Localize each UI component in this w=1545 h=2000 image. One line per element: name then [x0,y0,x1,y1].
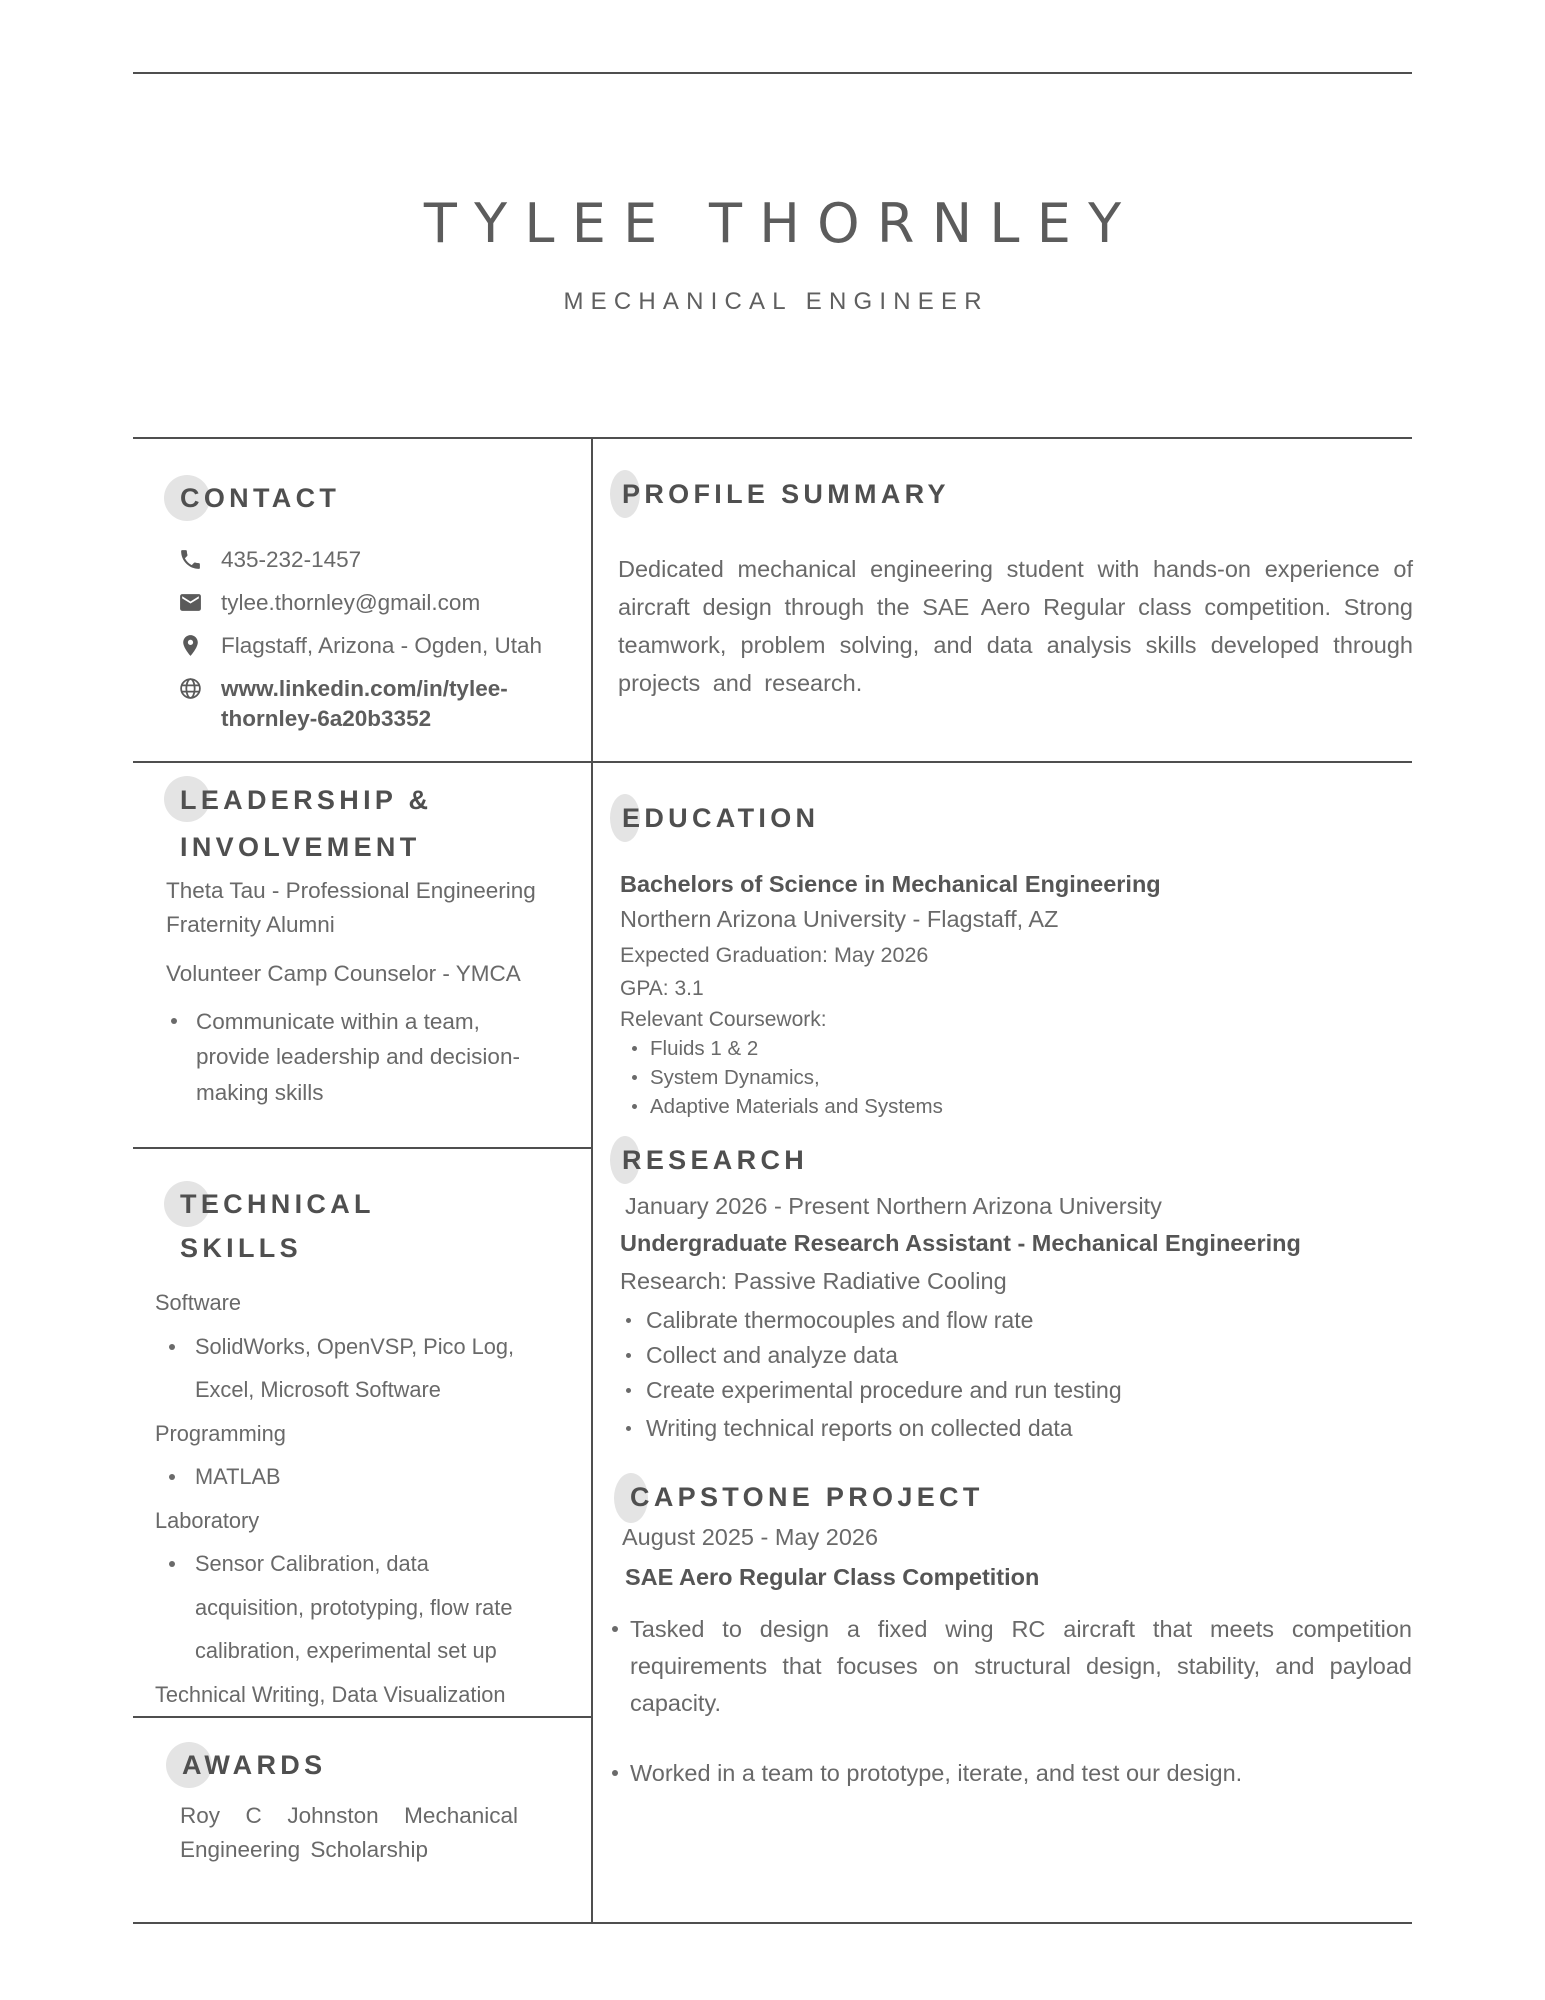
capstone-heading: CAPSTONE PROJECT [630,1475,984,1519]
phone-icon [178,547,203,572]
gpa: GPA: 3.1 [620,977,704,1000]
bullet-dot [171,1018,177,1024]
mid-rule [133,761,1412,763]
skill-category: Programming [155,1420,286,1446]
skills-content [155,1281,557,1716]
contact-item-email [178,588,580,617]
capstone-bullet: Worked in a team to prototype, iterate, and test our design. [612,1755,1413,1792]
research-topic: Research: Passive Radiative Cooling [620,1268,1007,1294]
globe-icon [178,676,203,701]
research-bullet: Calibrate thermocouples and flow rate [620,1303,1414,1338]
leadership-content [166,874,588,1110]
bullet-dot [612,1770,618,1776]
education-content [620,867,1412,1121]
research-role: Undergraduate Research Assistant - Mechanical Engineering [620,1230,1301,1256]
skill-bullet: SolidWorks, OpenVSP, Pico Log, Excel, Microsoft Software [155,1325,557,1412]
technical-skills-heading: TECHNICAL SKILLS [180,1182,375,1270]
course-item: Fluids 1 & 2 [620,1034,1412,1063]
bottom-rule [133,1922,1412,1924]
bullet-dot [626,1426,631,1431]
contact-heading: CONTACT [180,476,340,520]
research-dates: January 2026 - Present Northern Arizona University [625,1193,1162,1219]
contact-list [178,545,580,748]
coursework-label: Relevant Coursework: [620,1008,827,1031]
location-text: Flagstaff, Arizona - Ogden, Utah [221,633,543,658]
bullet-dot [626,1388,631,1393]
skill-category: Software [155,1290,242,1315]
phone-number: 435-232-1457 [221,547,362,572]
capstone-title: SAE Aero Regular Class Competition [625,1564,1040,1590]
person-name: TYLEE THORNLEY [423,192,1139,255]
research-heading: RESEARCH [622,1138,808,1182]
research-bullet: Collect and analyze data [620,1338,1414,1373]
bullet-dot [632,1075,637,1080]
contact-item-phone [178,545,580,574]
bullet-dot [169,1474,175,1480]
leadership-heading: LEADERSHIP & INVOLVEMENT [180,777,432,871]
bullet-dot [169,1344,175,1350]
graduation-date: Expected Graduation: May 2026 [620,943,929,967]
skill-category: Laboratory [155,1507,260,1533]
research-bullet: Create experimental procedure and run testing [620,1373,1414,1408]
research-bullets [620,1303,1414,1446]
skill-bullet: Sensor Calibration, data acquisition, prototyping, flow rate calibration, experimental set up [155,1542,557,1673]
capstone-bullet: Tasked to design a fixed wing RC aircraft that meets competition requirements that focuses on structural design, stability, and payload capacity. [612,1611,1413,1722]
profile-summary-text: Dedicated mechanical engineering student with hands-on experience of aircraft design through the SAE Aero Regular class competition. Strong teamwork, problem solving, and data analysis skills developed through projects and research. [618,556,1413,696]
leadership-item: Volunteer Camp Counselor - YMCA [166,961,521,986]
email-address: tylee.thornley@gmail.com [221,590,481,615]
capstone-content [612,1518,1413,1792]
column-divider [591,437,593,1924]
degree-title: Bachelors of Science in Mechanical Engineering [620,871,1161,897]
email-icon [178,590,203,615]
location-pin-icon [178,633,203,658]
course-item: Adaptive Materials and Systems [620,1092,1412,1121]
left-rule-2 [133,1716,592,1718]
course-item: System Dynamics, [620,1063,1412,1092]
contact-item-location [178,631,580,660]
bullet-dot [626,1353,631,1358]
person-role: MECHANICAL ENGINEER [563,288,989,315]
leadership-item: Theta Tau - Professional Engineering Fraternity Alumni [166,878,536,937]
education-heading: EDUCATION [622,796,819,840]
skill-bullet: MATLAB [155,1455,557,1499]
top-rule [133,72,1412,74]
skill-category: Technical Writing, Data Visualization [155,1681,506,1707]
bullet-dot [169,1561,175,1567]
bullet-dot [612,1626,618,1632]
bullet-dot [632,1046,637,1051]
linkedin-url: www.linkedin.com/in/tylee-thornley-6a20b3352 [221,676,508,731]
bullet-dot [626,1318,631,1323]
left-rule-1 [133,1147,592,1149]
awards-heading: AWARDS [182,1743,326,1787]
leadership-bullet: Communicate within a team, provide leadership and decision-making skills [166,1004,588,1110]
school-name: Northern Arizona University - Flagstaff, AZ [620,906,1059,932]
profile-summary-heading: PROFILE SUMMARY [622,472,950,516]
research-bullet: Writing technical reports on collected data [620,1411,1414,1446]
contact-item-linkedin [178,674,580,734]
header-rule [133,437,1412,439]
capstone-dates: August 2025 - May 2026 [622,1524,879,1550]
research-content [620,1188,1414,1446]
award-item: Roy C Johnston Mechanical Engineering Scholarship [180,1803,518,1862]
bullet-dot [632,1104,637,1109]
